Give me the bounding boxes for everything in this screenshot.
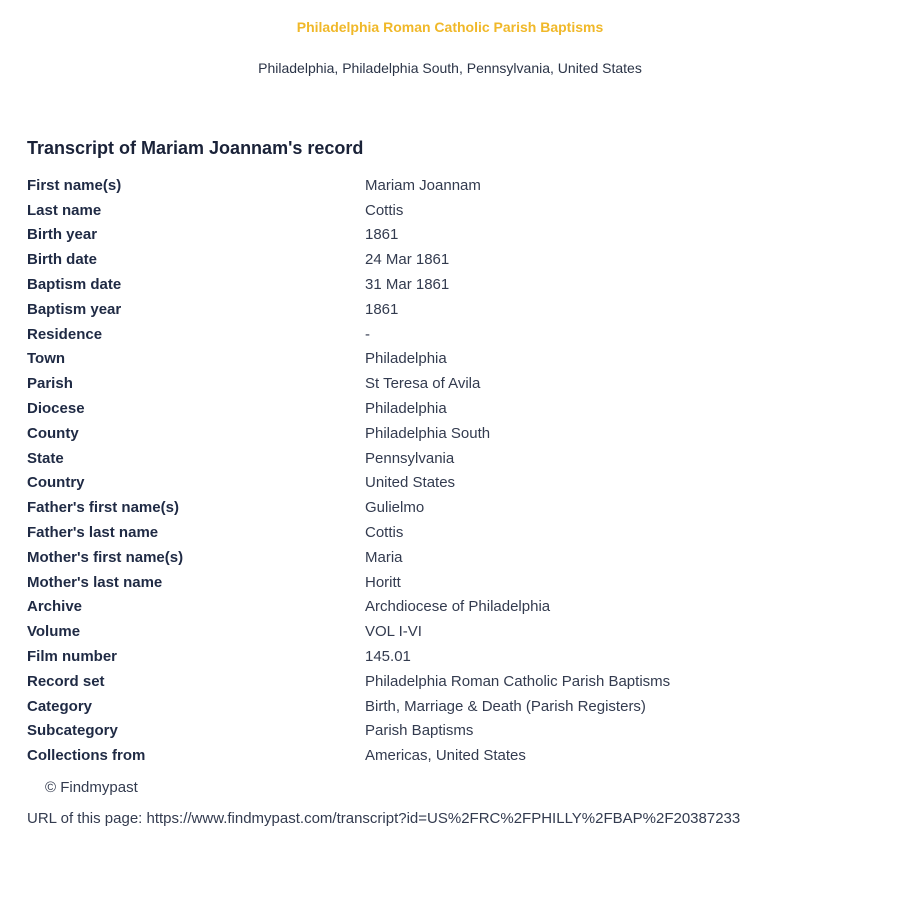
field-label: Collections from (27, 747, 146, 765)
table-row (27, 694, 827, 719)
field-label: Residence (27, 325, 103, 343)
field-value: 24 Mar 1861 (365, 251, 450, 269)
field-label: Birth date (27, 251, 98, 269)
collection-title: Philadelphia Roman Catholic Parish Baptisms (296, 19, 604, 35)
field-label: Birth year (27, 226, 98, 244)
table-row (27, 619, 827, 644)
field-label: Diocese (27, 400, 85, 418)
field-value: Philadelphia South (365, 424, 491, 442)
field-value: Parish Baptisms (365, 722, 474, 740)
field-value: Mariam Joannam (365, 176, 481, 194)
table-row (27, 322, 827, 347)
table-row (27, 347, 827, 372)
field-label: First name(s) (27, 176, 122, 194)
table-row (27, 520, 827, 545)
field-value: Pennsylvania (365, 449, 455, 467)
field-label: Father's first name(s) (27, 499, 179, 517)
page-url: URL of this page: https://www.findmypast.com/transcript?id=US%2FRC%2FPHILLY%2FBAP%2F20387233 (27, 810, 741, 827)
field-label: Volume (27, 623, 81, 641)
field-value: United States (365, 474, 456, 492)
field-label: Town (27, 350, 66, 368)
table-row (27, 396, 827, 421)
field-value: Gulielmo (365, 499, 425, 517)
field-label: Subcategory (27, 722, 118, 740)
field-label: Parish (27, 375, 73, 393)
table-row (27, 173, 827, 198)
field-label: Film number (27, 648, 118, 666)
field-value: Philadelphia (365, 350, 447, 368)
field-value: 1861 (365, 300, 399, 318)
field-label: County (27, 424, 79, 442)
table-row (27, 743, 827, 768)
field-value: 1861 (365, 226, 399, 244)
table-row (27, 471, 827, 496)
field-value: 145.01 (365, 648, 411, 666)
table-row (27, 545, 827, 570)
table-row (27, 247, 827, 272)
field-label: Record set (27, 672, 105, 690)
table-row (27, 272, 827, 297)
field-label: Baptism date (27, 276, 122, 294)
field-value: VOL I-VI (365, 623, 422, 641)
table-row (27, 371, 827, 396)
field-label: Last name (27, 201, 102, 219)
table-row (27, 644, 827, 669)
record-location: Philadelphia, Philadelphia South, Pennsylvania, United States (258, 60, 642, 76)
field-value: Cottis (365, 524, 404, 542)
table-row (27, 595, 827, 620)
field-value: Philadelphia (365, 400, 447, 418)
table-row (27, 719, 827, 744)
table-row (27, 297, 827, 322)
field-label: Mother's first name(s) (27, 548, 184, 566)
field-value: Birth, Marriage & Death (Parish Registers) (365, 697, 646, 715)
field-label: Archive (27, 598, 83, 616)
field-value: - (365, 325, 370, 343)
transcript-heading: Transcript of Mariam Joannam's record (27, 138, 364, 158)
table-row (27, 669, 827, 694)
table-row (27, 495, 827, 520)
transcript-table (27, 173, 827, 768)
table-row (27, 570, 827, 595)
field-label: Country (27, 474, 85, 492)
field-value: Americas, United States (365, 747, 526, 765)
field-label: State (27, 449, 64, 467)
field-value: Cottis (365, 201, 404, 219)
field-label: Father's last name (27, 524, 159, 542)
field-value: St Teresa of Avila (365, 375, 481, 393)
field-value: 31 Mar 1861 (365, 276, 450, 294)
field-value: Maria (365, 548, 403, 566)
field-value: Philadelphia Roman Catholic Parish Baptisms (365, 672, 671, 690)
field-label: Baptism year (27, 300, 122, 318)
field-label: Category (27, 697, 93, 715)
field-value: Horitt (365, 573, 401, 591)
field-value: Archdiocese of Philadelphia (365, 598, 551, 616)
table-row (27, 223, 827, 248)
field-label: Mother's last name (27, 573, 163, 591)
table-row (27, 421, 827, 446)
table-row (27, 198, 827, 223)
copyright-notice: © Findmypast (45, 779, 138, 796)
table-row (27, 446, 827, 471)
